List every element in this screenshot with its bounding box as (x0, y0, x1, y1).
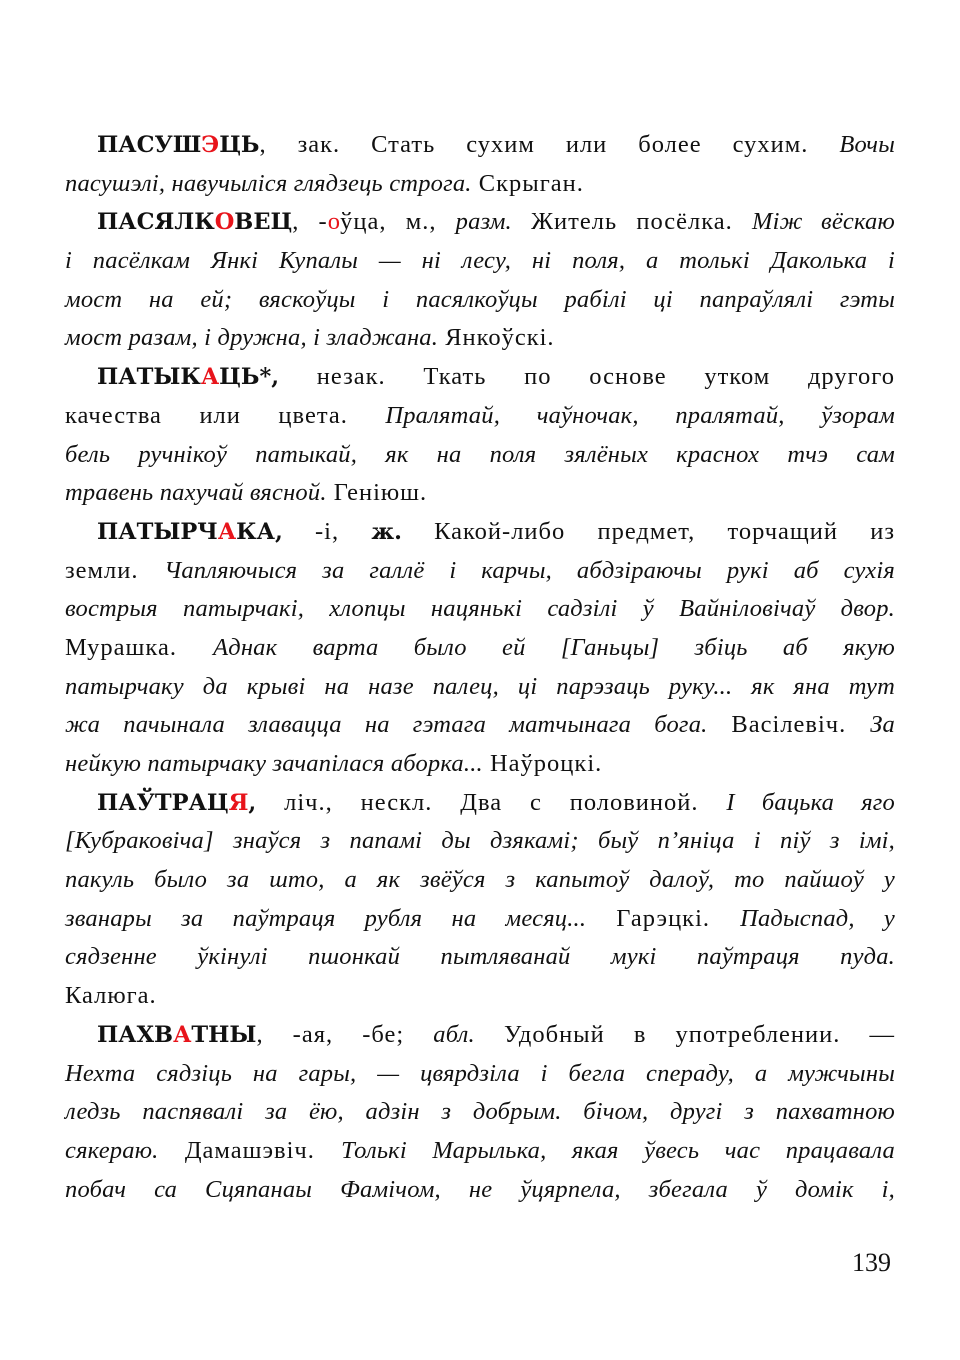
example-quote: Вочы (839, 131, 895, 158)
definition-text: ліч., нескл. Два с половиной. (256, 788, 727, 816)
definition-text: Наўроцкі. (482, 750, 603, 777)
definition-text: , -ая, -бе; (256, 1020, 434, 1048)
example-quote: разм. (455, 208, 512, 236)
example-quote: і пасёлкам Янкі Купалы — ні лесу, ні поля, а толькі Даколька і (65, 247, 895, 275)
entry-line (65, 629, 895, 668)
headword-text: ЦЬ*, (219, 364, 280, 391)
entry-line (65, 784, 895, 823)
entry-line (65, 822, 895, 861)
definition-text: Васілевіч. (707, 711, 871, 739)
definition-text: Янкоўскі. (438, 324, 555, 352)
example-quote: побач са Сцяпанаы Фамічом, не ўцярпела, збегала ў домік і, (65, 1175, 895, 1203)
dictionary-entry (65, 513, 895, 784)
headword-text: ТНЫ (191, 1021, 257, 1048)
definition-text: Какой-либо предмет, торчащий из (401, 517, 896, 545)
dictionary-entry (65, 1016, 895, 1209)
entry-line (65, 900, 895, 939)
definition-text: Мурашка. (65, 633, 214, 661)
entry-line (65, 436, 895, 475)
dictionary-entry (65, 126, 895, 203)
definition-text: -і, (282, 517, 372, 545)
definition-text: земли. (65, 556, 165, 584)
entry-line (65, 358, 895, 397)
definition-text: качества или цвета. (65, 401, 386, 429)
example-quote: мост на ей; вяскоўцы і пасялкоўцы рабілі ці папраўлялі гэты (65, 285, 895, 313)
example-quote: пасушэлі, навучыліся глядзець строга. (65, 169, 472, 197)
entry-line (65, 319, 895, 358)
example-quote: патырчаку да крыві на назе палец, ці парэзаць руку... як яна тут (65, 672, 895, 700)
example-quote: Нехта сядзіць на гары, — цвярдзіла і бегла спераду, а мужчыны (65, 1059, 895, 1087)
entry-line (65, 706, 895, 745)
entry-line (65, 1055, 895, 1094)
entry-line (65, 861, 895, 900)
dictionary-entry (65, 358, 895, 513)
example-quote: Падыспад, у (740, 904, 895, 932)
definition-text: , - (292, 208, 328, 236)
example-quote: За (870, 711, 895, 739)
headword-text: ВЕЦ (234, 209, 293, 236)
page-number: 139 (852, 1248, 891, 1277)
definition-text: незак. Ткать по основе утком другого (279, 363, 895, 391)
stress-letter: А (173, 1021, 192, 1048)
example-quote: Між вёскаю (752, 208, 895, 236)
entry-line (65, 281, 895, 320)
definition-text: Геніюш. (326, 479, 428, 507)
headword-text: ПАТЫРЧ (97, 518, 218, 545)
headword-text: ЦЬ (219, 132, 260, 158)
definition-text: , зак. Стать сухим или более сухим. (259, 131, 840, 158)
example-quote: Чапляючыся за галлё і карчы, абдзіраючы рукі аб сухія (164, 556, 895, 584)
example-quote: сякераю. (65, 1136, 159, 1164)
example-quote: Пралятай, чаўночак, пралятай, ўзорам (385, 401, 896, 429)
stress-letter: Я (228, 789, 249, 816)
example-quote: вострыя патырчакі, хлопцы нацянькі садзілі ў Вайніловічаў двор. (65, 595, 895, 623)
entry-line (65, 1093, 895, 1132)
dictionary-entry (65, 784, 895, 1016)
entry-line (65, 397, 895, 436)
definition-text: Скрыган. (471, 169, 584, 197)
example-quote: званары за паўтраця рубля на месяц... (65, 904, 587, 932)
entry-line (65, 745, 895, 784)
example-quote: бель ручнікоў патыкай, як на поля зялёных краснох тчэ сам (65, 440, 895, 468)
stress-letter: О (214, 209, 235, 236)
entry-line (65, 1132, 895, 1171)
example-quote: сядзенне ўкінулі пшонкай пытляванай мукі паўтраця пуда. (65, 943, 895, 971)
entry-line (65, 474, 895, 513)
dictionary-entry (65, 203, 895, 358)
example-quote: абл. (433, 1020, 475, 1048)
entry-line (65, 126, 895, 165)
headword-text: ПАТЫК (97, 364, 201, 391)
stress-letter: о (327, 208, 341, 236)
entry-line (65, 1171, 895, 1210)
headword-text: , (248, 789, 257, 816)
stress-letter: Э (201, 132, 220, 158)
example-quote: ледзь паспявалі за ёю, адзін з добрым. бічом, другі з пахватною (65, 1098, 895, 1126)
example-quote: пакуль было за што, а як звёўся з капытоў далоў, то пайшоў у (65, 866, 895, 894)
entry-line (65, 513, 895, 552)
stress-letter: А (217, 518, 237, 545)
entry-line (65, 165, 895, 204)
example-quote: І бацька яго (726, 788, 896, 816)
entry-line (65, 938, 895, 977)
example-quote: [Кубраковіча] знаўся з папамі ды дзякамі; быў п’яніца і піў з імі, (65, 827, 895, 855)
headword-text: КА, (236, 518, 283, 545)
definition-text: Житель посёлка. (511, 208, 753, 236)
headword-text: ПАЎТРАЦ (97, 789, 229, 816)
example-quote: жа пачынала злавацца на гэтага матчынага бога. (65, 711, 708, 739)
definition-text: Калюга. (65, 982, 157, 1010)
entry-line (65, 242, 895, 281)
headword-text: ж. (371, 518, 402, 545)
example-quote: Толькі Марылька, якая ўвесь час працавала (341, 1136, 895, 1164)
example-quote: нейкую патырчаку зачапілася аборка... (65, 750, 483, 777)
headword-text: ПАСУШ (97, 132, 202, 158)
definition-text: Удобный в употреблении. — (474, 1020, 895, 1048)
example-quote: мост разам, і дружна, і зладжана. (65, 324, 439, 352)
example-quote: Аднак варта было ей [Ганьцы] збіць аб якую (213, 633, 896, 661)
entry-line (65, 590, 895, 629)
dictionary-page-body (65, 126, 895, 1209)
entry-line (65, 1016, 895, 1055)
entry-line (65, 203, 895, 242)
definition-text: Дамашэвіч. (158, 1136, 342, 1164)
entry-line (65, 668, 895, 707)
headword-text: ПАХВ (97, 1021, 174, 1048)
definition-text: ўца, м., (340, 208, 456, 236)
headword-text: ПАСЯЛК (97, 209, 215, 236)
definition-text: Гарэцкі. (586, 904, 741, 932)
entry-line (65, 552, 895, 591)
example-quote: травень пахучай вясной. (65, 479, 327, 507)
entry-line (65, 977, 895, 1016)
stress-letter: А (200, 364, 220, 391)
